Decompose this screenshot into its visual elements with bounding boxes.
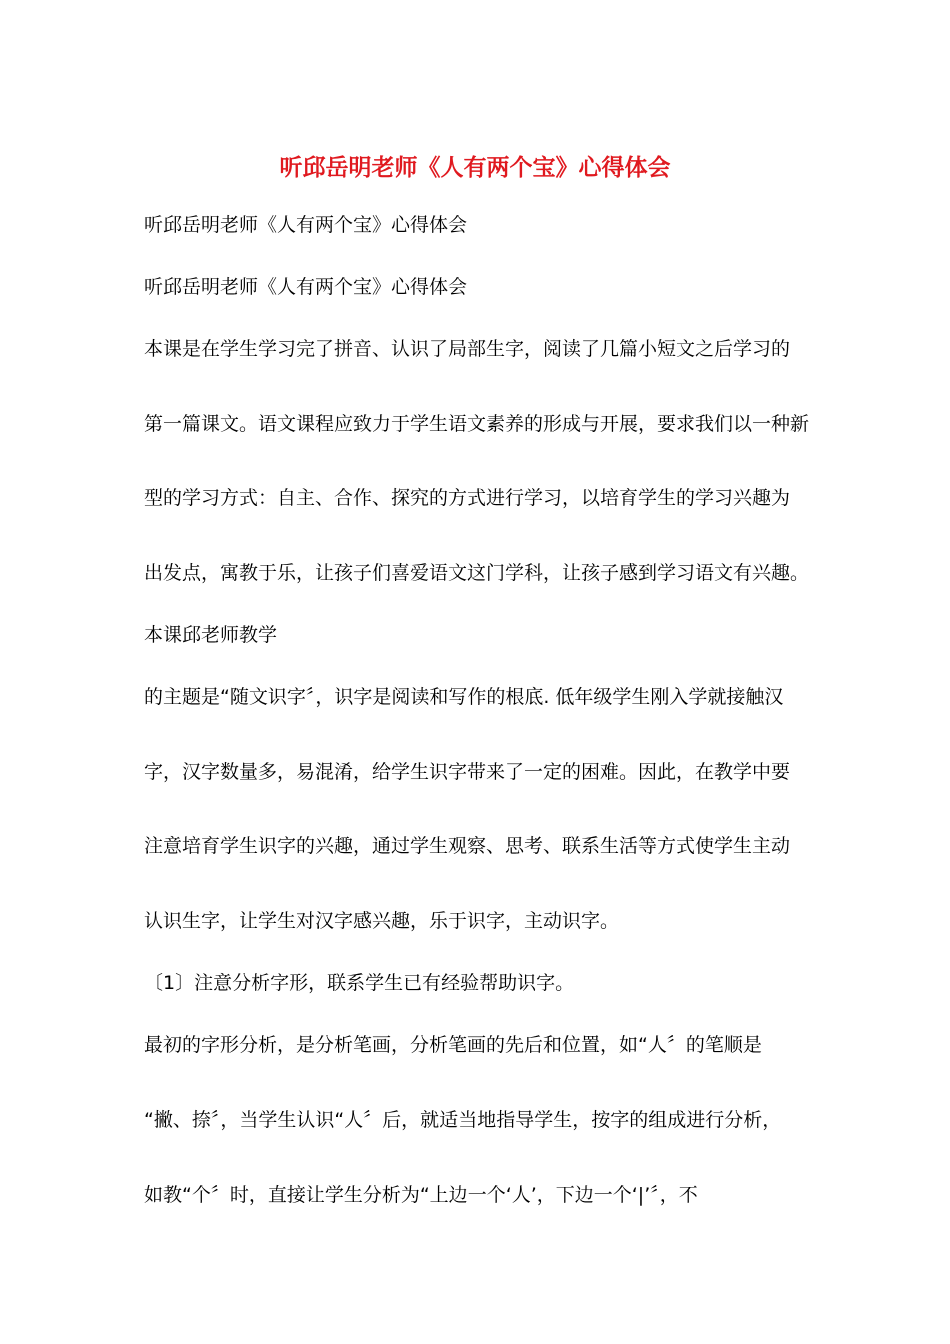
text-line-11: 认识生字，让学生对汉字感兴趣，乐于识字，主动识字。 bbox=[144, 910, 620, 932]
text-line-14: “撇、捺〞，当学生认识“人〞后，就适当地指导学生，按字的组成进行分析， bbox=[144, 1109, 782, 1131]
text-line-13: 最初的字形分析，是分析笔画，分析笔画的先后和位置，如“人〞的笔顺是 bbox=[144, 1034, 762, 1056]
text-line-5: 型的学习方式：自主、合作、探究的方式进行学习，以培育学生的学习兴趣为 bbox=[144, 487, 791, 509]
text-line-15: 如教“个〞时，直接让学生分析为“上边一个‘人’，下边一个‘|’〞，不 bbox=[144, 1184, 698, 1206]
text-line-12: 〔1〕注意分析字形，联系学生已有经验帮助识字。 bbox=[144, 972, 575, 994]
text-line-10: 注意培育学生识字的兴趣，通过学生观察、思考、联系生活等方式使学生主动 bbox=[144, 835, 791, 857]
text-line-1: 听邱岳明老师《人有两个宝》心得体会 bbox=[144, 214, 468, 236]
document-title: 听邱岳明老师《人有两个宝》心得体会 bbox=[279, 155, 671, 181]
text-line-2: 听邱岳明老师《人有两个宝》心得体会 bbox=[144, 276, 468, 298]
text-line-6: 出发点，寓教于乐，让孩子们喜爱语文这门学科，让孩子感到学习语文有兴趣。 bbox=[144, 562, 810, 584]
text-line-3: 本课是在学生学习完了拼音、认识了局部生字，阅读了几篇小短文之后学习的 bbox=[144, 338, 791, 360]
text-line-8: 的主题是“随文识字〞，识字是阅读和写作的根底. 低年级学生刚入学就接触汉 bbox=[144, 686, 784, 708]
text-line-9: 字，汉字数量多，易混淆，给学生识字带来了一定的困难。因此，在教学中要 bbox=[144, 761, 791, 783]
text-line-4: 第一篇课文。语文课程应致力于学生语文素养的形成与开展，要求我们以一种新 bbox=[144, 413, 810, 435]
text-line-7: 本课邱老师教学 bbox=[144, 624, 278, 646]
